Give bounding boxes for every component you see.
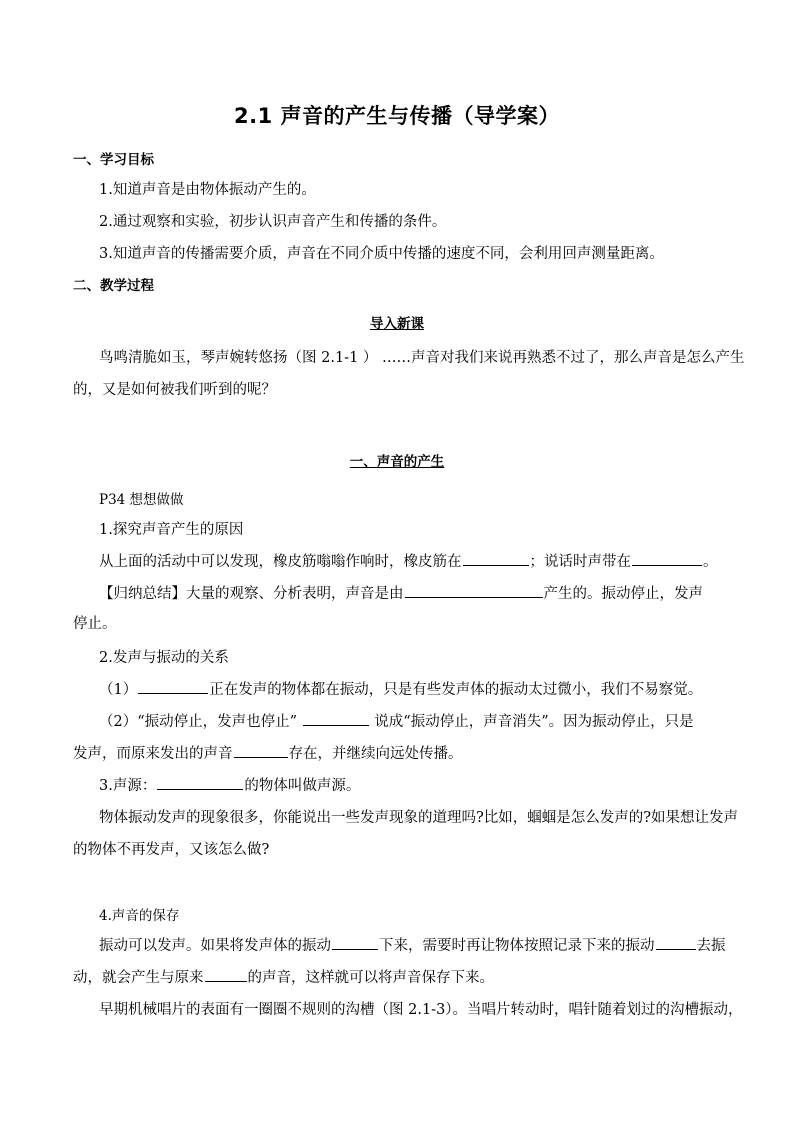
- blank-q2-3[interactable]: [234, 743, 288, 758]
- page-title: 2.1 声音的产生与传播（导学案）: [233, 104, 560, 128]
- blank-q4-record[interactable]: [332, 935, 378, 950]
- q1-line: 从上面的活动中可以发现，橡皮筋嗡嗡作响时，橡皮筋在 ；说话时声带在 。: [99, 550, 749, 571]
- q4-line-3: 早期机械唱片的表面有一圈圈不规则的沟槽（图 2.1-3）。当唱片转动时，唱针随着划过的沟槽振动，: [99, 1002, 743, 1018]
- q2-item-1: （1） 正在发声的物体都在振动，只是有些发声体的振动太过微小，我们不易察觉。: [99, 678, 749, 699]
- blank-q2-2[interactable]: [303, 711, 369, 726]
- objective-2: 2.通过观察和实验，初步认识声音产生和传播的条件。: [99, 214, 447, 230]
- blank-summary-source[interactable]: [405, 583, 543, 598]
- blank-q1-vocal-cords[interactable]: [632, 551, 702, 566]
- q1-title: 1.探究声音产生的原因: [99, 522, 244, 538]
- summary-line-2: 停止。: [73, 616, 117, 632]
- blank-q4-drive[interactable]: [656, 935, 696, 950]
- summary-line-1: 【归纳总结】大量的观察、分析表明，声音是由 产生的。振动停止，发声: [99, 582, 749, 603]
- q4-line-1: 振动可以发声。如果将发声体的振动 下来，需要时再让物体按照记录下来的振动 去振: [99, 934, 749, 955]
- section-heading-process: 二、教学过程: [73, 278, 154, 294]
- q4-title: 4.声音的保存: [99, 908, 180, 924]
- intro-line-1: 鸟鸣清脆如玉，琴声婉转悠扬（图 2.1-1 ） ……声音对我们来说再熟悉不过了，那么声音是怎么产生: [99, 350, 745, 366]
- q3-text-2: 的物体不再发声，又该怎么做?: [73, 842, 270, 858]
- intro-line-2: 的，又是如何被我们听到的呢？: [73, 382, 276, 398]
- objective-1: 1.知道声音是由物体振动产生的。: [99, 182, 316, 198]
- blank-q2-1[interactable]: [138, 679, 208, 694]
- p34-label: P34 想想做做: [99, 492, 184, 508]
- q2-item-2: （2）“振动停止，发声也停止” 说成“振动停止，声音消失”。因为振动停止，只是: [99, 710, 749, 731]
- blank-q1-rubber-band[interactable]: [463, 551, 529, 566]
- q4-line-2: 动，就会产生与原来 的声音，这样就可以将声音保存下来。: [73, 966, 723, 987]
- section-heading-objectives: 一、学习目标: [73, 152, 154, 168]
- blank-q3-source[interactable]: [157, 775, 243, 790]
- subheading-sound-production: 一、声音的产生: [349, 454, 445, 470]
- subheading-intro: 导入新课: [370, 316, 424, 332]
- blank-q4-same[interactable]: [205, 967, 247, 982]
- q2-title: 2.发声与振动的关系: [99, 650, 229, 666]
- objective-3: 3.知道声音的传播需要介质，声音在不同介质中传播的速度不同，会利用回声测量距离。: [99, 246, 664, 262]
- q3-line: 3.声源： 的物体叫做声源。: [99, 774, 749, 795]
- q3-text-1: 物体振动发声的现象很多，你能说出一些发声现象的道理吗?比如，蝈蝈是怎么发声的?如果想让发声: [99, 810, 739, 826]
- q2-item-2-cont: 发声，而原来发出的声音 存在，并继续向远处传播。: [73, 742, 723, 763]
